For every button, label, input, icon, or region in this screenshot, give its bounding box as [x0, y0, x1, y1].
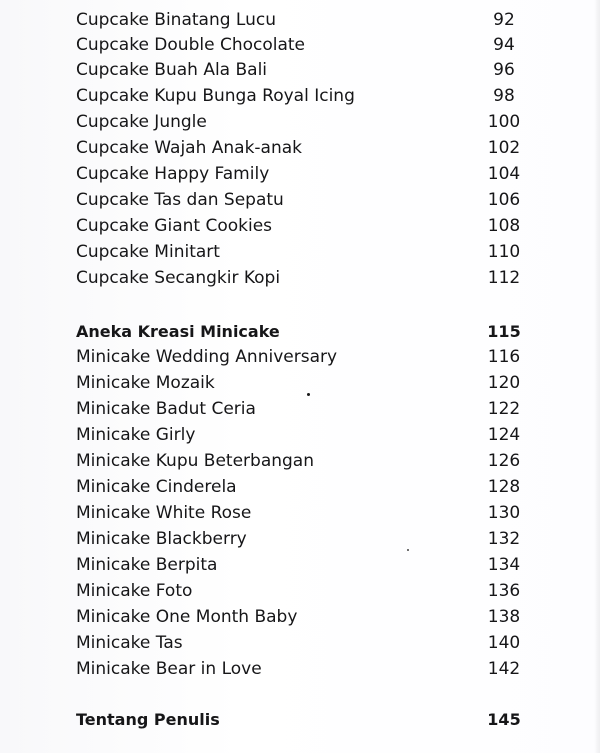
toc-entry [76, 631, 524, 655]
toc-entry-title: Minicake Foto [76, 581, 193, 601]
toc-entry-title: Minicake Kupu Beterbangan [76, 451, 314, 471]
toc-heading-page: 145 [487, 710, 521, 729]
toc-entry-title: Cupcake Double Chocolate [76, 35, 306, 55]
toc-entry-page: 112 [487, 268, 521, 288]
page-edge-shadow [594, 0, 600, 753]
toc-entry-title: Minicake Girly [76, 425, 196, 445]
toc-entry [76, 266, 524, 290]
toc-entry-page: 92 [493, 10, 515, 30]
toc-entry [76, 110, 524, 134]
toc-entry-page: 136 [487, 581, 521, 601]
toc-entry-page: 100 [487, 112, 521, 132]
toc-entry-page: 96 [493, 60, 515, 80]
toc-entry-page: 132 [487, 529, 521, 549]
toc-entry [76, 162, 524, 186]
toc-entry [76, 188, 524, 212]
toc-entry-title: Minicake Tas [76, 633, 183, 653]
print-speck [407, 549, 409, 551]
toc-heading-title: Tentang Penulis [76, 710, 220, 729]
toc-entry [76, 214, 524, 238]
toc-entry-page: 104 [487, 164, 521, 184]
toc-entry [76, 240, 524, 264]
toc-entry-title: Minicake Cinderela [76, 477, 237, 497]
toc-entry-page: 142 [487, 659, 521, 679]
print-speck [307, 393, 310, 396]
toc-entry-title: Cupcake Happy Family [76, 164, 270, 184]
toc-entry [76, 371, 524, 395]
toc-entry-page: 108 [487, 216, 521, 236]
toc-entry-page: 138 [487, 607, 521, 627]
toc-entry [76, 8, 524, 32]
toc-entry-page: 106 [487, 190, 521, 210]
toc-entry-title: Cupcake Kupu Bunga Royal Icing [76, 86, 355, 106]
toc-entry-title: Cupcake Jungle [76, 112, 207, 132]
toc-entry-title: Cupcake Binatang Lucu [76, 10, 276, 30]
toc-entry-page: 130 [487, 503, 521, 523]
toc-entry [76, 136, 524, 160]
toc-entry-title: Cupcake Minitart [76, 242, 220, 262]
toc-entry [76, 527, 524, 551]
toc-entry [76, 501, 524, 525]
toc-entry-page: 120 [487, 373, 521, 393]
toc-heading-title: Aneka Kreasi Minicake [76, 322, 280, 341]
toc-entry [76, 657, 524, 681]
toc-entry [76, 579, 524, 603]
toc-entry [76, 84, 524, 108]
toc-entry-title: Minicake Mozaik [76, 373, 215, 393]
toc-section-heading [76, 708, 524, 732]
toc-entry [76, 475, 524, 499]
toc-entry-page: 124 [487, 425, 521, 445]
toc-entry [76, 33, 524, 57]
toc-entry-title: Minicake Berpita [76, 555, 218, 575]
toc-entry-page: 134 [487, 555, 521, 575]
toc-entry-page: 122 [487, 399, 521, 419]
toc-entry-page: 110 [487, 242, 521, 262]
toc-section-heading [76, 320, 524, 344]
toc-entry-title: Cupcake Buah Ala Bali [76, 60, 268, 80]
toc-entry-page: 102 [487, 138, 521, 158]
toc-entry-title: Cupcake Tas dan Sepatu [76, 190, 284, 210]
toc-entry [76, 449, 524, 473]
toc-heading-page: 115 [487, 322, 521, 341]
toc-entry-page: 98 [493, 86, 515, 106]
toc-entry-page: 128 [487, 477, 521, 497]
toc-entry-page: 116 [487, 347, 521, 367]
toc-entry-title: Cupcake Giant Cookies [76, 216, 273, 236]
toc-entry-title: Minicake White Rose [76, 503, 252, 523]
toc-entry-title: Minicake Bear in Love [76, 659, 262, 679]
toc-entry-title: Cupcake Secangkir Kopi [76, 268, 281, 288]
toc-entry-title: Cupcake Wajah Anak-anak [76, 138, 303, 158]
toc-entry [76, 423, 524, 447]
toc-entry-page: 126 [487, 451, 521, 471]
toc-entry-page: 140 [487, 633, 521, 653]
toc-entry [76, 397, 524, 421]
toc-entry-title: Minicake Wedding Anniversary [76, 347, 338, 367]
toc-entry [76, 553, 524, 577]
toc-entry-page: 94 [493, 35, 515, 55]
toc-entry [76, 58, 524, 82]
toc-entry [76, 605, 524, 629]
toc-entry-title: Minicake Badut Ceria [76, 399, 256, 419]
toc-entry-title: Minicake One Month Baby [76, 607, 298, 627]
toc-entry-title: Minicake Blackberry [76, 529, 247, 549]
toc-entry [76, 345, 524, 369]
